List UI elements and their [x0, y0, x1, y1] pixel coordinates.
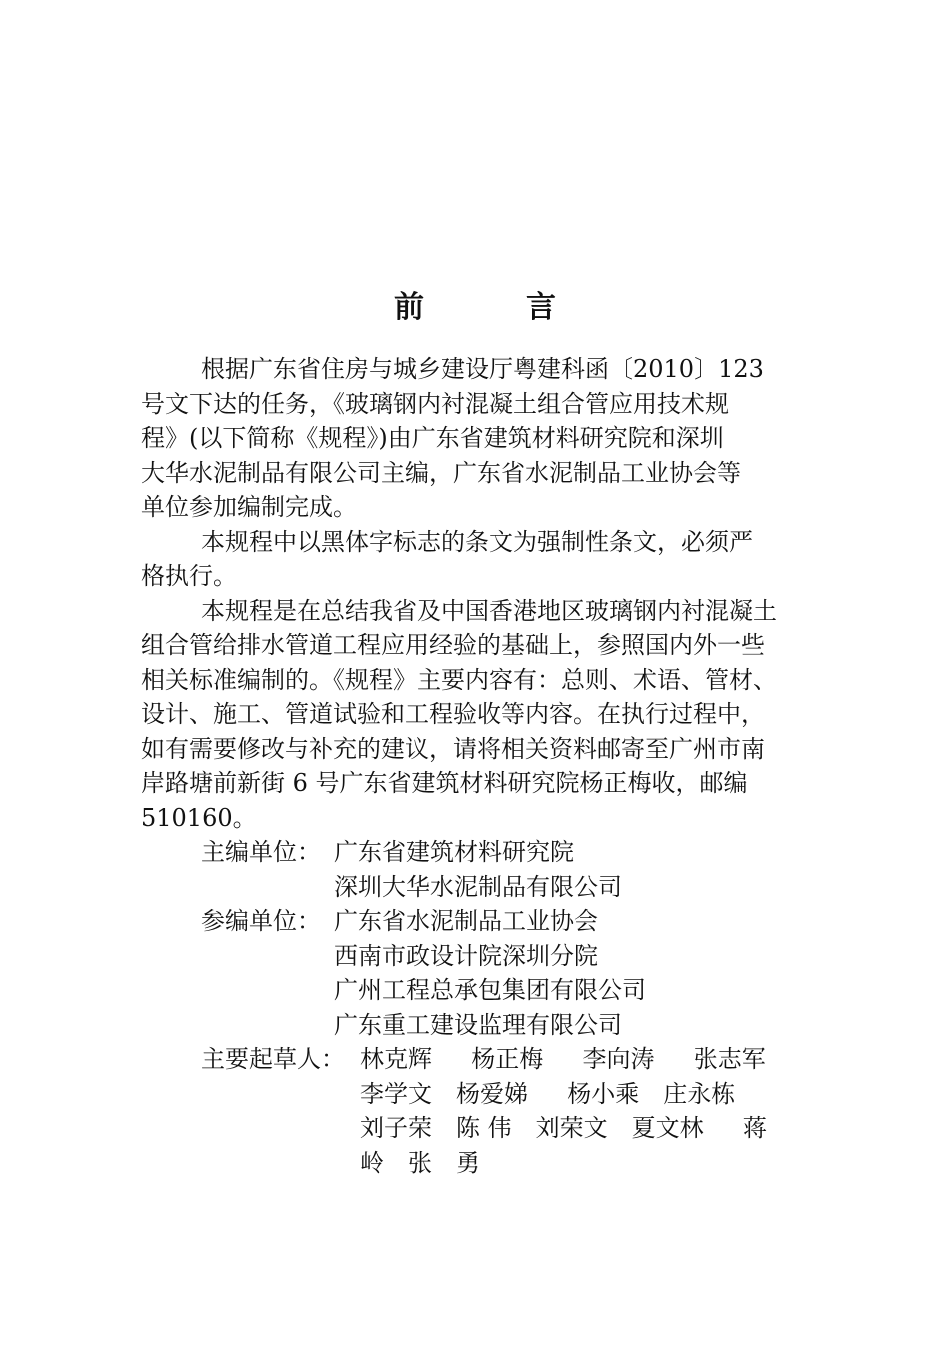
participants-list: [334, 904, 646, 1042]
text-line: 设计、施工、管道试验和工程验收等内容。在执行过程中，: [141, 700, 765, 728]
text-line: 格执行。: [141, 562, 237, 590]
text-line: 如有需要修改与补充的建议，请将相关资料邮寄至广州市南: [141, 734, 765, 763]
text-line: 本规程是在总结我省及中国香港地区玻璃钢内衬混凝土: [201, 596, 777, 625]
drafters-block: [141, 1042, 831, 1180]
org-item: 深圳大华水泥制品有限公司: [334, 872, 622, 901]
text-line: 程》(以下简称《规程》)由广东省建筑材料研究院和深圳: [141, 424, 724, 452]
paragraph-1: [141, 352, 831, 525]
text-line: 组合管给排水管道工程应用经验的基础上，参照国内外一些: [141, 631, 765, 659]
drafters-label: 主要起草人：: [201, 1045, 345, 1073]
org-item: 广东省水泥制品工业协会: [334, 907, 598, 935]
paragraph-3: [141, 594, 831, 836]
participants-label: 参编单位：: [201, 907, 321, 935]
org-item: 广东省建筑材料研究院: [334, 838, 574, 866]
org-item: 西南市政设计院深圳分院: [334, 941, 598, 970]
drafters-list: [360, 1042, 767, 1180]
text-line: 号文下达的任务，《玻璃钢内衬混凝土组合管应用技术规: [141, 389, 729, 418]
drafters-row: 林克辉 杨正梅 李向涛 张志军: [360, 1045, 766, 1073]
text-line: 相关标准编制的。《规程》主要内容有：总则、术语、管材、: [141, 665, 777, 694]
participants-block: [141, 904, 831, 1042]
text-line: 单位参加编制完成。: [141, 493, 357, 521]
document-body: [141, 352, 831, 1180]
chief-editors-list: [334, 835, 622, 904]
chief-editors-block: [141, 835, 831, 904]
text-line: 大华水泥制品有限公司主编，广东省水泥制品工业协会等: [141, 458, 741, 487]
org-item: 广州工程总承包集团有限公司: [334, 976, 646, 1004]
drafters-row: 李学文 杨爱娣 杨小乘 庄永栋: [360, 1079, 736, 1108]
text-line: 本规程中以黑体字标志的条文为强制性条文，必须严: [201, 527, 753, 556]
text-line: 岸路塘前新街 6 号广东省建筑材料研究院杨正梅收，邮编: [141, 769, 748, 797]
paragraph-2: [141, 525, 831, 594]
drafters-row: 刘子荣 陈 伟 刘荣文 夏文林 蒋: [360, 1114, 767, 1142]
page-title: 前 言: [394, 290, 592, 325]
chief-editors-label: 主编单位：: [201, 838, 321, 866]
org-item: 广东重工建设监理有限公司: [334, 1010, 622, 1039]
text-line: 根据广东省住房与城乡建设厅粤建科函〔2010〕123: [201, 355, 764, 383]
drafters-row: 岭 张 勇: [360, 1148, 480, 1177]
text-line: 510160。: [141, 803, 257, 832]
